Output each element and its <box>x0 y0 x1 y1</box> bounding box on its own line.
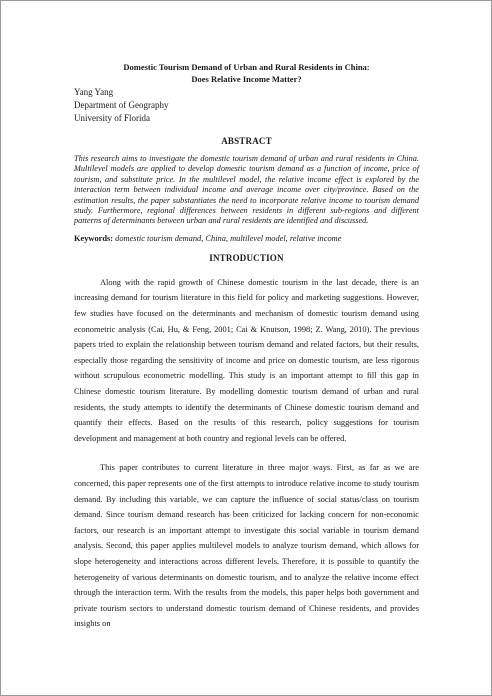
keywords-line <box>74 233 419 244</box>
author-name: Yang Yang <box>74 87 114 97</box>
body-paragraph-1: Along with the rapid growth of Chinese domestic tourism in the last decade, there is an increasing demand for tourism literature in this field for policy and marketing suggestions. However, few studies have focused on the determinants and mechanism of domestic tourism demand using econometric analysis (Cai, Hu, & Feng, 2001; Cai & Knutson, 1998; Z. Wang, 2010). The previous papers tried to explain the relationship between tourism demand and related factors, but their results, especially those regarding the sensitivity of income and price on domestic tourism, are less rigorous without scrupulous econometric modelling. This study is an important attempt to fill this gap in Chinese domestic tourism literature. By modelling domestic tourism demand of urban and rural residents, the study attempts to identify the determinants of Chinese domestic tourism demand and quantify their effects. Based on the results of this research, policy suggestions for tourism development and management at both country and regional levels can be offered. <box>74 277 419 443</box>
abstract-heading: ABSTRACT <box>221 136 272 146</box>
paper-title <box>74 62 419 85</box>
author-block <box>74 86 419 125</box>
title-line-1: Domestic Tourism Demand of Urban and Rural Residents in China: <box>123 62 370 72</box>
body-paragraph-2: This paper contributes to current literature in three major ways. First, as far as we are concerned, this paper represents one of the first attempts to introduce relative income to study tourism demand. By including this variable, we can capture the influence of social status/class on tourism demand. Since tourism demand research has been criticized for lacking concern for non-economic factors, our research is an important attempt to investigate this social variable in tourism demand analysis. Second, this paper applies multilevel models to analyze tourism demand, which allows for slope heterogeneity and interactions across different levels. Therefore, it is possible to quantify the heterogeneity of various determinants on domestic tourism, and to analyze the relative income effect through the interaction term. With the results from the models, this paper helps both government and private tourism sectors to understand domestic tourism demand of Chinese residents, and provides insights on <box>74 463 419 629</box>
keywords-label: Keywords: <box>74 233 114 243</box>
author-department: Department of Geography <box>74 100 169 110</box>
author-university: University of Florida <box>74 113 150 123</box>
keywords-values: domestic tourism demand, China, multilevel model, relative income <box>115 233 342 243</box>
title-line-2: Does Relative Income Matter? <box>191 73 302 84</box>
paper-page <box>74 62 419 632</box>
introduction-heading: INTRODUCTION <box>209 252 284 263</box>
abstract-text: This research aims to investigate the domestic tourism demand of urban and rural residents in China. Multilevel models are applied to develop domestic tourism demand as a function of income, price of tourism, and substitute price. In the multilevel model, the relative income effect is explored by the interaction term between individual income and average income over city/province. Based on the estimation results, the paper substantiates the need to incorporate relative income to tourism demand study. Furthermore, regional differences between residents in different sub-regions and different patterns of determinants between urban and rural residents are identified and discussed. <box>74 154 419 226</box>
